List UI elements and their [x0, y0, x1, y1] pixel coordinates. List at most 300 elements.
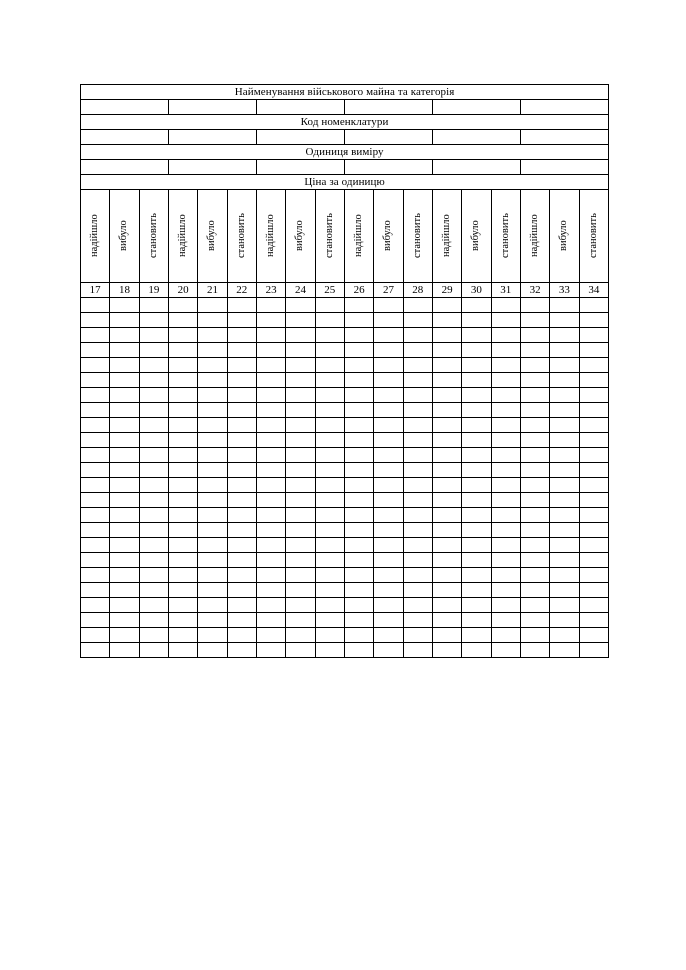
- data-cell[interactable]: [344, 418, 373, 433]
- data-cell[interactable]: [491, 418, 520, 433]
- data-cell[interactable]: [227, 373, 256, 388]
- data-cell[interactable]: [227, 493, 256, 508]
- data-cell[interactable]: [491, 373, 520, 388]
- data-cell[interactable]: [110, 508, 139, 523]
- data-cell[interactable]: [432, 643, 461, 658]
- data-cell[interactable]: [520, 463, 549, 478]
- blank-cell[interactable]: [432, 100, 520, 115]
- data-cell[interactable]: [168, 508, 197, 523]
- data-cell[interactable]: [344, 508, 373, 523]
- data-cell[interactable]: [520, 628, 549, 643]
- data-cell[interactable]: [81, 343, 110, 358]
- data-cell[interactable]: [256, 538, 285, 553]
- data-cell[interactable]: [491, 568, 520, 583]
- data-cell[interactable]: [520, 523, 549, 538]
- data-cell[interactable]: [374, 508, 403, 523]
- data-cell[interactable]: [374, 433, 403, 448]
- data-cell[interactable]: [462, 553, 491, 568]
- data-cell[interactable]: [579, 373, 609, 388]
- data-cell[interactable]: [139, 373, 168, 388]
- data-cell[interactable]: [315, 598, 344, 613]
- data-cell[interactable]: [520, 313, 549, 328]
- data-cell[interactable]: [198, 358, 227, 373]
- data-cell[interactable]: [168, 373, 197, 388]
- data-cell[interactable]: [110, 448, 139, 463]
- data-cell[interactable]: [198, 298, 227, 313]
- data-cell[interactable]: [491, 628, 520, 643]
- data-cell[interactable]: [550, 373, 579, 388]
- data-cell[interactable]: [491, 538, 520, 553]
- data-cell[interactable]: [403, 583, 432, 598]
- data-cell[interactable]: [403, 298, 432, 313]
- data-cell[interactable]: [374, 418, 403, 433]
- data-cell[interactable]: [462, 343, 491, 358]
- data-cell[interactable]: [344, 493, 373, 508]
- data-cell[interactable]: [110, 328, 139, 343]
- blank-cell[interactable]: [168, 130, 256, 145]
- data-cell[interactable]: [286, 358, 315, 373]
- data-cell[interactable]: [344, 388, 373, 403]
- data-cell[interactable]: [374, 328, 403, 343]
- data-cell[interactable]: [227, 613, 256, 628]
- data-cell[interactable]: [110, 613, 139, 628]
- data-cell[interactable]: [81, 508, 110, 523]
- data-cell[interactable]: [315, 523, 344, 538]
- data-cell[interactable]: [403, 388, 432, 403]
- data-cell[interactable]: [579, 628, 609, 643]
- data-cell[interactable]: [227, 643, 256, 658]
- data-cell[interactable]: [579, 418, 609, 433]
- data-cell[interactable]: [462, 358, 491, 373]
- data-cell[interactable]: [550, 628, 579, 643]
- data-cell[interactable]: [550, 328, 579, 343]
- data-cell[interactable]: [462, 448, 491, 463]
- data-cell[interactable]: [139, 403, 168, 418]
- data-cell[interactable]: [227, 448, 256, 463]
- data-cell[interactable]: [491, 493, 520, 508]
- data-cell[interactable]: [579, 463, 609, 478]
- data-cell[interactable]: [81, 463, 110, 478]
- data-cell[interactable]: [579, 493, 609, 508]
- data-cell[interactable]: [374, 568, 403, 583]
- data-cell[interactable]: [432, 568, 461, 583]
- data-cell[interactable]: [462, 538, 491, 553]
- data-cell[interactable]: [256, 523, 285, 538]
- data-cell[interactable]: [139, 463, 168, 478]
- data-cell[interactable]: [286, 643, 315, 658]
- data-cell[interactable]: [168, 583, 197, 598]
- data-cell[interactable]: [315, 508, 344, 523]
- data-cell[interactable]: [81, 448, 110, 463]
- data-cell[interactable]: [81, 433, 110, 448]
- data-cell[interactable]: [315, 613, 344, 628]
- data-cell[interactable]: [256, 388, 285, 403]
- data-cell[interactable]: [110, 313, 139, 328]
- data-cell[interactable]: [315, 493, 344, 508]
- data-cell[interactable]: [462, 613, 491, 628]
- data-cell[interactable]: [286, 298, 315, 313]
- data-cell[interactable]: [198, 388, 227, 403]
- data-cell[interactable]: [139, 493, 168, 508]
- data-cell[interactable]: [520, 328, 549, 343]
- data-cell[interactable]: [432, 418, 461, 433]
- data-cell[interactable]: [520, 538, 549, 553]
- data-cell[interactable]: [550, 568, 579, 583]
- data-cell[interactable]: [374, 463, 403, 478]
- data-cell[interactable]: [403, 343, 432, 358]
- data-cell[interactable]: [168, 493, 197, 508]
- data-cell[interactable]: [432, 553, 461, 568]
- data-cell[interactable]: [139, 583, 168, 598]
- data-cell[interactable]: [550, 583, 579, 598]
- data-cell[interactable]: [286, 583, 315, 598]
- data-cell[interactable]: [550, 433, 579, 448]
- data-cell[interactable]: [315, 568, 344, 583]
- data-cell[interactable]: [81, 538, 110, 553]
- blank-cell[interactable]: [168, 100, 256, 115]
- data-cell[interactable]: [139, 598, 168, 613]
- data-cell[interactable]: [110, 583, 139, 598]
- data-cell[interactable]: [139, 568, 168, 583]
- data-cell[interactable]: [579, 403, 609, 418]
- data-cell[interactable]: [579, 598, 609, 613]
- data-cell[interactable]: [432, 463, 461, 478]
- data-cell[interactable]: [462, 373, 491, 388]
- data-cell[interactable]: [403, 373, 432, 388]
- data-cell[interactable]: [256, 298, 285, 313]
- data-cell[interactable]: [139, 523, 168, 538]
- data-cell[interactable]: [198, 583, 227, 598]
- data-cell[interactable]: [579, 448, 609, 463]
- data-cell[interactable]: [432, 388, 461, 403]
- data-cell[interactable]: [168, 388, 197, 403]
- data-cell[interactable]: [227, 478, 256, 493]
- data-cell[interactable]: [403, 448, 432, 463]
- data-cell[interactable]: [491, 448, 520, 463]
- data-cell[interactable]: [256, 373, 285, 388]
- data-cell[interactable]: [432, 628, 461, 643]
- data-cell[interactable]: [81, 298, 110, 313]
- data-cell[interactable]: [256, 328, 285, 343]
- data-cell[interactable]: [550, 463, 579, 478]
- data-cell[interactable]: [462, 418, 491, 433]
- data-cell[interactable]: [256, 358, 285, 373]
- data-cell[interactable]: [227, 508, 256, 523]
- data-cell[interactable]: [520, 373, 549, 388]
- data-cell[interactable]: [227, 583, 256, 598]
- data-cell[interactable]: [139, 418, 168, 433]
- data-cell[interactable]: [344, 583, 373, 598]
- data-cell[interactable]: [432, 583, 461, 598]
- data-cell[interactable]: [198, 508, 227, 523]
- data-cell[interactable]: [579, 328, 609, 343]
- data-cell[interactable]: [81, 418, 110, 433]
- data-cell[interactable]: [227, 328, 256, 343]
- data-cell[interactable]: [168, 553, 197, 568]
- data-cell[interactable]: [286, 628, 315, 643]
- data-cell[interactable]: [286, 388, 315, 403]
- data-cell[interactable]: [432, 448, 461, 463]
- data-cell[interactable]: [110, 628, 139, 643]
- data-cell[interactable]: [550, 613, 579, 628]
- data-cell[interactable]: [520, 418, 549, 433]
- data-cell[interactable]: [256, 643, 285, 658]
- data-cell[interactable]: [432, 403, 461, 418]
- data-cell[interactable]: [315, 373, 344, 388]
- blank-cell[interactable]: [520, 160, 608, 175]
- data-cell[interactable]: [227, 463, 256, 478]
- data-cell[interactable]: [256, 583, 285, 598]
- data-cell[interactable]: [344, 358, 373, 373]
- data-cell[interactable]: [374, 343, 403, 358]
- data-cell[interactable]: [432, 433, 461, 448]
- data-cell[interactable]: [81, 358, 110, 373]
- data-cell[interactable]: [344, 598, 373, 613]
- data-cell[interactable]: [520, 343, 549, 358]
- blank-cell[interactable]: [432, 160, 520, 175]
- data-cell[interactable]: [315, 628, 344, 643]
- data-cell[interactable]: [256, 568, 285, 583]
- data-cell[interactable]: [374, 583, 403, 598]
- data-cell[interactable]: [344, 538, 373, 553]
- data-cell[interactable]: [315, 313, 344, 328]
- data-cell[interactable]: [432, 358, 461, 373]
- data-cell[interactable]: [491, 358, 520, 373]
- data-cell[interactable]: [227, 553, 256, 568]
- data-cell[interactable]: [286, 478, 315, 493]
- data-cell[interactable]: [168, 313, 197, 328]
- data-cell[interactable]: [110, 538, 139, 553]
- data-cell[interactable]: [110, 493, 139, 508]
- data-cell[interactable]: [520, 583, 549, 598]
- data-cell[interactable]: [462, 508, 491, 523]
- data-cell[interactable]: [374, 403, 403, 418]
- data-cell[interactable]: [344, 643, 373, 658]
- data-cell[interactable]: [256, 343, 285, 358]
- data-cell[interactable]: [81, 493, 110, 508]
- blank-cell[interactable]: [432, 130, 520, 145]
- data-cell[interactable]: [403, 418, 432, 433]
- data-cell[interactable]: [462, 643, 491, 658]
- data-cell[interactable]: [462, 463, 491, 478]
- data-cell[interactable]: [374, 448, 403, 463]
- data-cell[interactable]: [579, 643, 609, 658]
- data-cell[interactable]: [227, 628, 256, 643]
- data-cell[interactable]: [403, 328, 432, 343]
- data-cell[interactable]: [315, 298, 344, 313]
- data-cell[interactable]: [432, 508, 461, 523]
- data-cell[interactable]: [168, 523, 197, 538]
- data-cell[interactable]: [491, 478, 520, 493]
- data-cell[interactable]: [168, 628, 197, 643]
- data-cell[interactable]: [462, 388, 491, 403]
- blank-cell[interactable]: [520, 100, 608, 115]
- data-cell[interactable]: [227, 343, 256, 358]
- data-cell[interactable]: [81, 598, 110, 613]
- data-cell[interactable]: [374, 523, 403, 538]
- data-cell[interactable]: [256, 433, 285, 448]
- data-cell[interactable]: [168, 598, 197, 613]
- data-cell[interactable]: [256, 613, 285, 628]
- data-cell[interactable]: [520, 298, 549, 313]
- data-cell[interactable]: [110, 418, 139, 433]
- data-cell[interactable]: [579, 523, 609, 538]
- data-cell[interactable]: [110, 298, 139, 313]
- data-cell[interactable]: [198, 628, 227, 643]
- data-cell[interactable]: [462, 523, 491, 538]
- data-cell[interactable]: [432, 343, 461, 358]
- data-cell[interactable]: [315, 643, 344, 658]
- data-cell[interactable]: [139, 508, 168, 523]
- data-cell[interactable]: [256, 508, 285, 523]
- data-cell[interactable]: [315, 418, 344, 433]
- data-cell[interactable]: [403, 403, 432, 418]
- data-cell[interactable]: [168, 538, 197, 553]
- data-cell[interactable]: [403, 433, 432, 448]
- data-cell[interactable]: [550, 538, 579, 553]
- data-cell[interactable]: [139, 538, 168, 553]
- data-cell[interactable]: [403, 643, 432, 658]
- data-cell[interactable]: [491, 523, 520, 538]
- data-cell[interactable]: [198, 523, 227, 538]
- data-cell[interactable]: [81, 403, 110, 418]
- data-cell[interactable]: [462, 598, 491, 613]
- data-cell[interactable]: [286, 433, 315, 448]
- data-cell[interactable]: [491, 613, 520, 628]
- data-cell[interactable]: [403, 553, 432, 568]
- data-cell[interactable]: [315, 583, 344, 598]
- data-cell[interactable]: [198, 373, 227, 388]
- data-cell[interactable]: [520, 553, 549, 568]
- data-cell[interactable]: [344, 553, 373, 568]
- data-cell[interactable]: [198, 568, 227, 583]
- data-cell[interactable]: [432, 613, 461, 628]
- data-cell[interactable]: [520, 598, 549, 613]
- data-cell[interactable]: [198, 613, 227, 628]
- data-cell[interactable]: [432, 523, 461, 538]
- data-cell[interactable]: [81, 583, 110, 598]
- data-cell[interactable]: [550, 478, 579, 493]
- data-cell[interactable]: [374, 598, 403, 613]
- data-cell[interactable]: [520, 433, 549, 448]
- data-cell[interactable]: [198, 478, 227, 493]
- data-cell[interactable]: [81, 628, 110, 643]
- data-cell[interactable]: [491, 433, 520, 448]
- data-cell[interactable]: [315, 388, 344, 403]
- data-cell[interactable]: [286, 523, 315, 538]
- data-cell[interactable]: [550, 313, 579, 328]
- data-cell[interactable]: [491, 328, 520, 343]
- data-cell[interactable]: [344, 448, 373, 463]
- data-cell[interactable]: [168, 358, 197, 373]
- data-cell[interactable]: [403, 598, 432, 613]
- data-cell[interactable]: [139, 448, 168, 463]
- data-cell[interactable]: [550, 508, 579, 523]
- data-cell[interactable]: [579, 568, 609, 583]
- data-cell[interactable]: [579, 343, 609, 358]
- data-cell[interactable]: [81, 328, 110, 343]
- data-cell[interactable]: [579, 583, 609, 598]
- data-cell[interactable]: [344, 343, 373, 358]
- data-cell[interactable]: [520, 613, 549, 628]
- data-cell[interactable]: [344, 298, 373, 313]
- blank-cell[interactable]: [256, 100, 344, 115]
- data-cell[interactable]: [520, 478, 549, 493]
- data-cell[interactable]: [256, 313, 285, 328]
- data-cell[interactable]: [520, 403, 549, 418]
- data-cell[interactable]: [344, 523, 373, 538]
- data-cell[interactable]: [256, 478, 285, 493]
- data-cell[interactable]: [374, 628, 403, 643]
- data-cell[interactable]: [550, 358, 579, 373]
- data-cell[interactable]: [168, 478, 197, 493]
- data-cell[interactable]: [315, 328, 344, 343]
- data-cell[interactable]: [227, 403, 256, 418]
- data-cell[interactable]: [491, 553, 520, 568]
- data-cell[interactable]: [550, 643, 579, 658]
- data-cell[interactable]: [462, 568, 491, 583]
- data-cell[interactable]: [403, 313, 432, 328]
- blank-cell[interactable]: [81, 130, 169, 145]
- data-cell[interactable]: [491, 463, 520, 478]
- data-cell[interactable]: [403, 613, 432, 628]
- data-cell[interactable]: [110, 358, 139, 373]
- data-cell[interactable]: [286, 328, 315, 343]
- data-cell[interactable]: [374, 538, 403, 553]
- data-cell[interactable]: [110, 643, 139, 658]
- data-cell[interactable]: [550, 493, 579, 508]
- data-cell[interactable]: [344, 628, 373, 643]
- data-cell[interactable]: [462, 478, 491, 493]
- data-cell[interactable]: [374, 313, 403, 328]
- data-cell[interactable]: [110, 403, 139, 418]
- data-cell[interactable]: [81, 313, 110, 328]
- data-cell[interactable]: [462, 403, 491, 418]
- data-cell[interactable]: [374, 358, 403, 373]
- data-cell[interactable]: [315, 553, 344, 568]
- data-cell[interactable]: [491, 598, 520, 613]
- data-cell[interactable]: [168, 613, 197, 628]
- data-cell[interactable]: [139, 328, 168, 343]
- data-cell[interactable]: [139, 433, 168, 448]
- data-cell[interactable]: [432, 298, 461, 313]
- data-cell[interactable]: [227, 568, 256, 583]
- data-cell[interactable]: [374, 613, 403, 628]
- data-cell[interactable]: [286, 598, 315, 613]
- data-cell[interactable]: [550, 523, 579, 538]
- data-cell[interactable]: [315, 403, 344, 418]
- data-cell[interactable]: [81, 553, 110, 568]
- data-cell[interactable]: [403, 538, 432, 553]
- data-cell[interactable]: [315, 358, 344, 373]
- data-cell[interactable]: [110, 388, 139, 403]
- data-cell[interactable]: [256, 448, 285, 463]
- data-cell[interactable]: [462, 628, 491, 643]
- data-cell[interactable]: [462, 583, 491, 598]
- data-cell[interactable]: [403, 358, 432, 373]
- data-cell[interactable]: [344, 463, 373, 478]
- data-cell[interactable]: [139, 358, 168, 373]
- data-cell[interactable]: [520, 493, 549, 508]
- data-cell[interactable]: [344, 613, 373, 628]
- data-cell[interactable]: [198, 328, 227, 343]
- blank-cell[interactable]: [168, 160, 256, 175]
- data-cell[interactable]: [198, 493, 227, 508]
- data-cell[interactable]: [286, 508, 315, 523]
- data-cell[interactable]: [198, 598, 227, 613]
- data-cell[interactable]: [315, 538, 344, 553]
- data-cell[interactable]: [374, 643, 403, 658]
